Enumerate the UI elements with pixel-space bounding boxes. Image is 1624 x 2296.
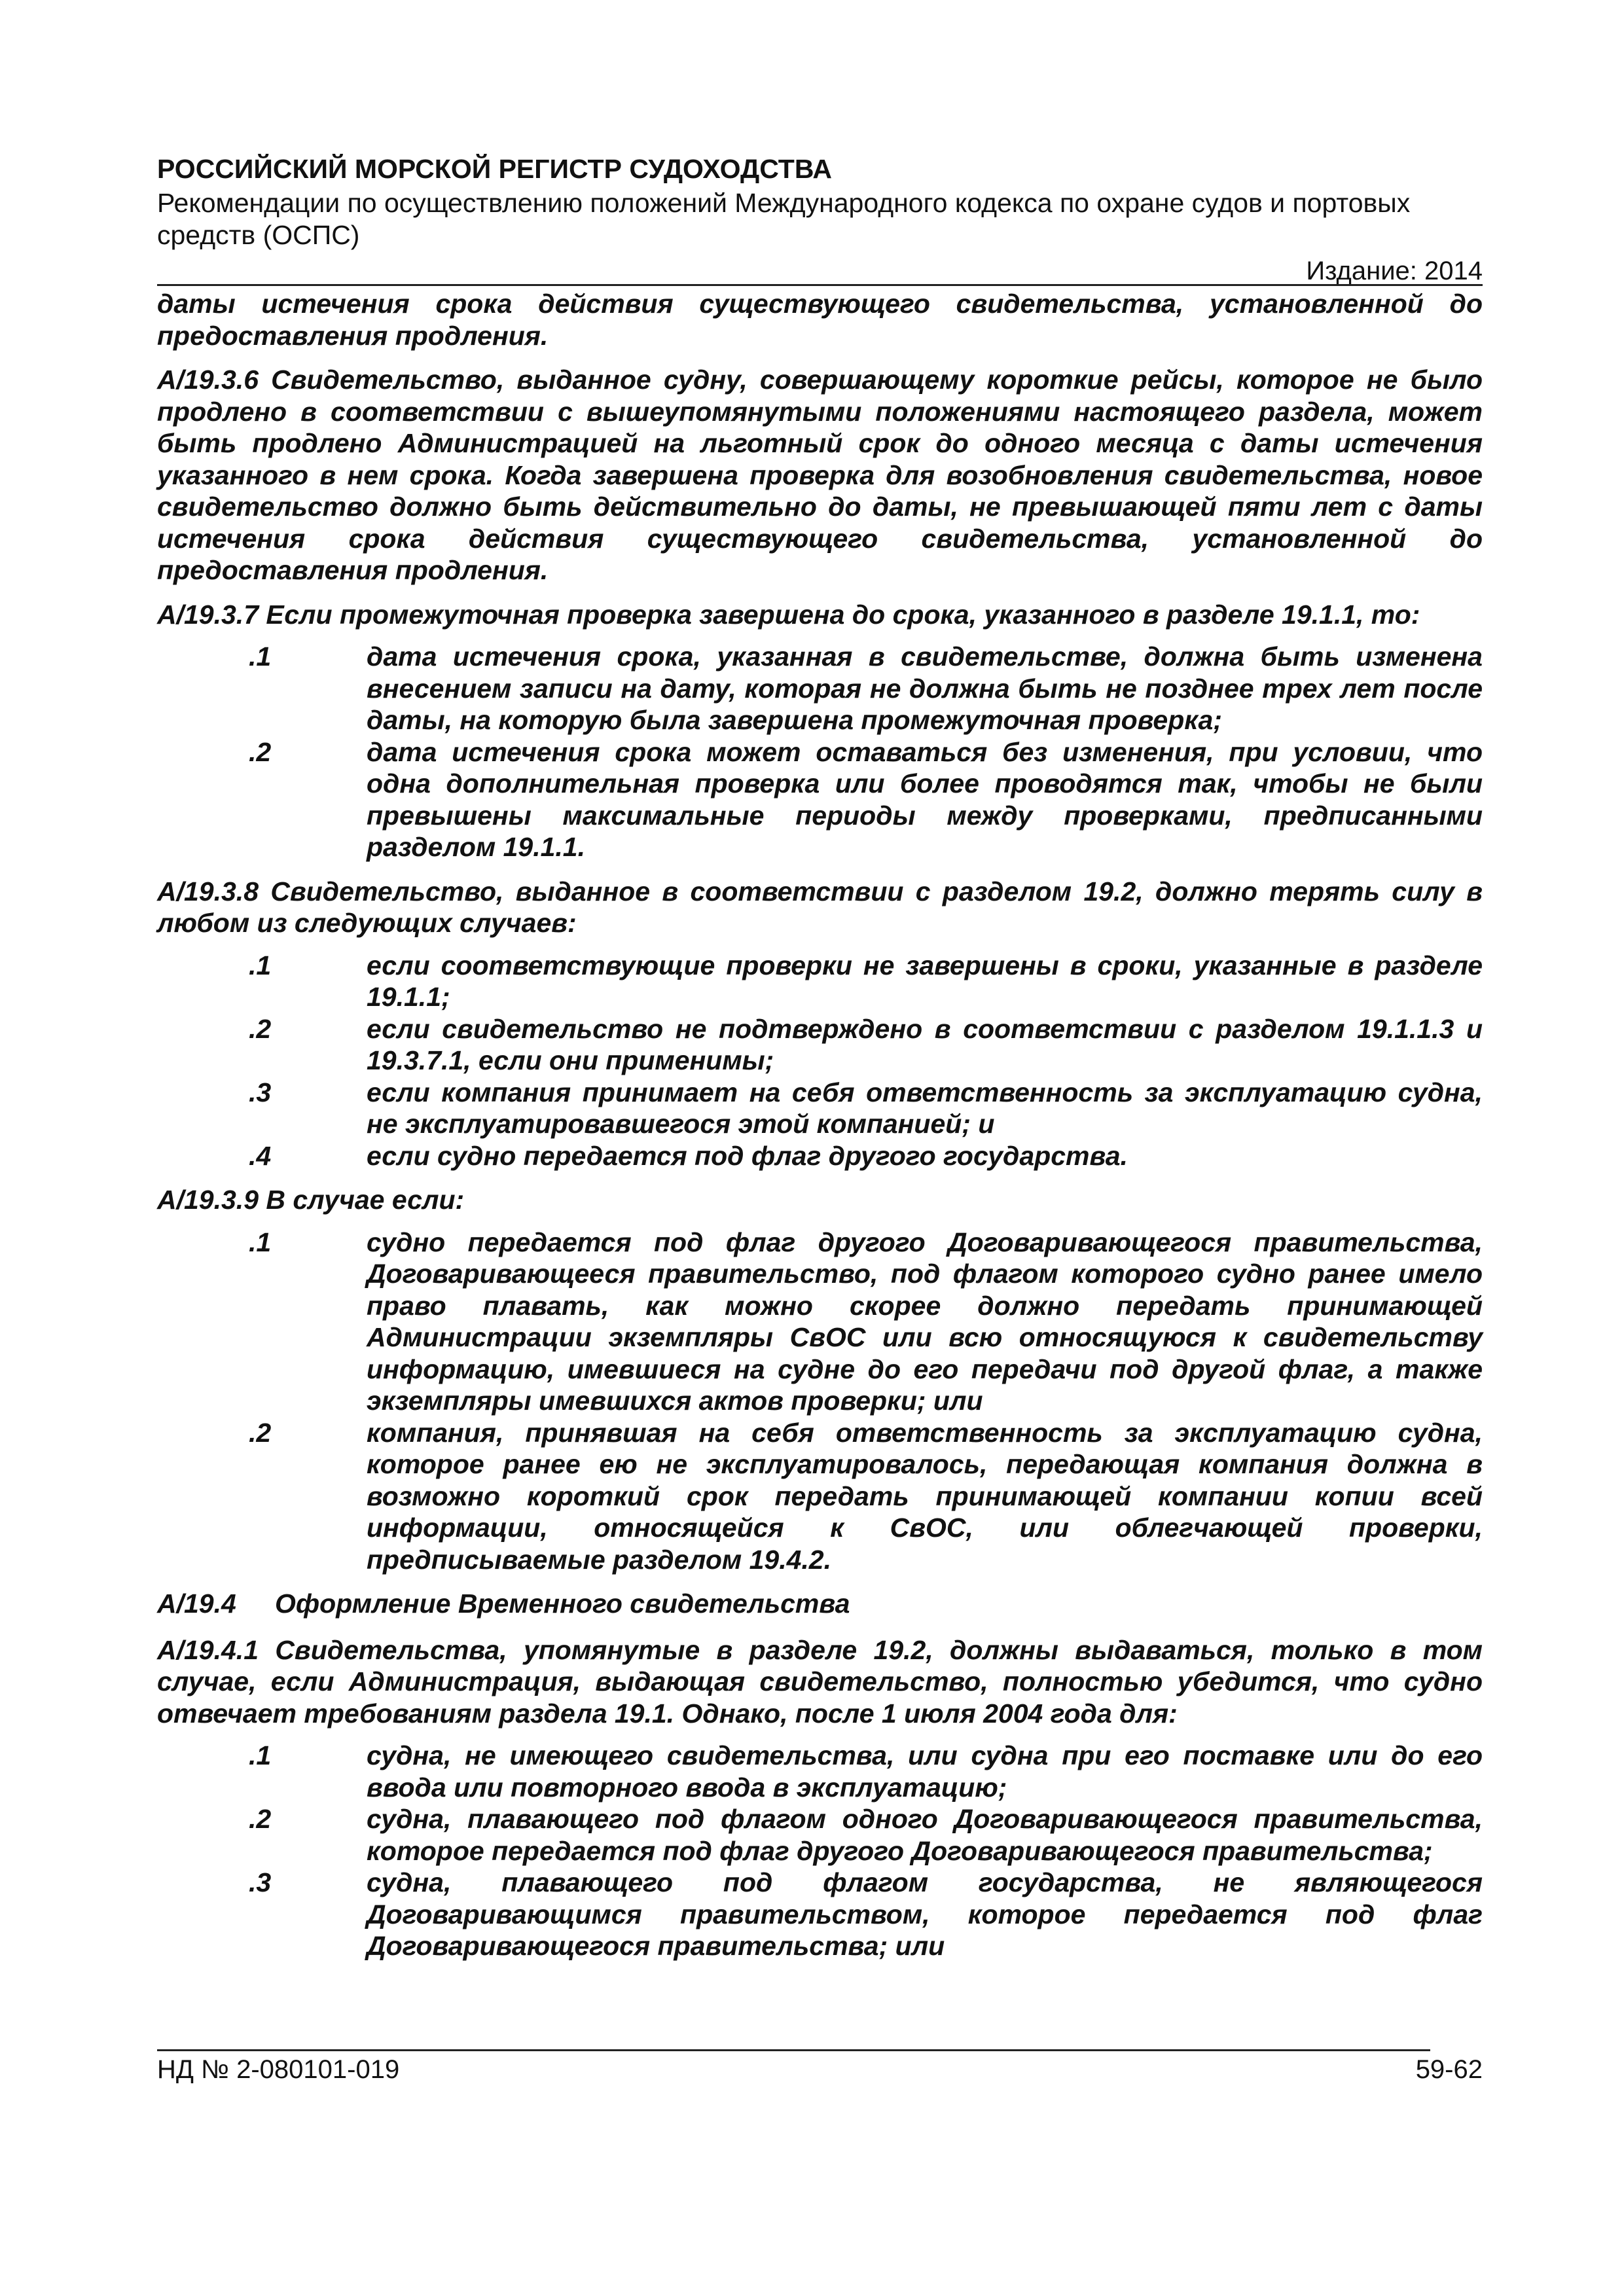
- list-item-number: .1: [249, 1227, 272, 1257]
- list-a-19-3-9: [157, 1227, 1483, 1576]
- list-item-number: .2: [249, 736, 272, 767]
- list-item-number: .3: [249, 1077, 272, 1107]
- list-item: [157, 1013, 1483, 1077]
- list-item: [157, 950, 1483, 1013]
- list-item: [157, 736, 1483, 863]
- edition-label: Издание: 2014: [1306, 257, 1483, 285]
- list-item-number: .1: [249, 950, 272, 980]
- paragraph-a-19-3-8: A/19.3.8 Свидетельство, выданное в соответствии с разделом 19.2, должно терять силу в любом из следующих случаев:: [157, 876, 1483, 938]
- list-item-text: если свидетельство не подтверждено в соответствии с разделом 19.1.1.3 и 19.3.7.1, если они применимы;: [367, 1013, 1483, 1075]
- list-item-number: .2: [249, 1804, 272, 1834]
- paragraph-a-19-3-9: A/19.3.9 В случае если:: [157, 1185, 465, 1215]
- list-item-text: если судно передается под флаг другого государства.: [367, 1140, 1128, 1171]
- organization-name: РОССИЙСКИЙ МОРСКОЙ РЕГИСТР СУДОХОДСТВА: [157, 154, 833, 184]
- list-item: [157, 1417, 1483, 1576]
- header-divider: [157, 284, 1483, 286]
- list-item-text: дата истечения срока, указанная в свидетельстве, должна быть изменена внесением записи на дату, которая не должна быть не позднее трех лет после даты, на которую была завершена промежуточная проверка;: [367, 641, 1483, 735]
- list-item: [157, 1227, 1483, 1417]
- section-code: A/19.4: [157, 1588, 236, 1619]
- section-title: Оформление Временного свидетельства: [275, 1588, 850, 1619]
- list-item-text: судна, не имеющего свидетельства, или судна при его поставке или до его ввода или повторного ввода в эксплуатацию;: [367, 1740, 1483, 1803]
- paragraph-a-19-3-7: A/19.3.7 Если промежуточная проверка завершена до срока, указанного в разделе 19.1.1, то:: [157, 599, 1420, 630]
- list-item: [157, 1803, 1483, 1867]
- page-number: 59-62: [1415, 2055, 1483, 2084]
- page-footer: [157, 2054, 1483, 2085]
- list-item-number: .4: [249, 1140, 272, 1171]
- list-item-text: судна, плавающего под флагом одного Договаривающегося правительства, которое передается под флаг другого Договаривающегося правительства;: [367, 1804, 1483, 1866]
- list-item-number: .3: [249, 1867, 272, 1897]
- list-item-number: .2: [249, 1013, 272, 1044]
- list-item-text: если соответствующие проверки не завершены в сроки, указанные в разделе 19.1.1;: [367, 950, 1483, 1012]
- list-item-text: компания, принявшая на себя ответственность за эксплуатацию судна, которое ранее ею не эксплуатировалось, передающая компания должна в возможно короткий срок передать принимающей компании копии всей информации, относящейся к СвОС, или облегчающей проверки, предписываемые разделом 19.4.2.: [367, 1417, 1483, 1575]
- list-a-19-3-8: [157, 950, 1483, 1172]
- section-heading-a-19-4: [157, 1588, 1483, 1620]
- list-item: [157, 1077, 1483, 1140]
- list-item-text: дата истечения срока может оставаться без изменения, при условии, что одна дополнительная проверка или более проводятся так, чтобы не были превышены максимальные периоды между проверками, предписанными разделом 19.1.1.: [367, 736, 1483, 862]
- page-header: [157, 152, 1483, 287]
- list-item-text: судно передается под флаг другого Договаривающегося правительства, Договаривающееся правительство, под флагом которого судно ранее имело право плавать, как можно скорее должно передать принимающей Администрации экземпляры СвОС или всю относящуюся к свидетельству информацию, имевшиеся на судне до его передачи под другой флаг, а также экземпляры имевшихся актов проверки; или: [367, 1227, 1483, 1416]
- list-item-number: .1: [249, 641, 272, 672]
- list-item-text: если компания принимает на себя ответственность за эксплуатацию судна, не эксплуатировавшегося этой компанией; и: [367, 1077, 1483, 1139]
- list-item-number: .1: [249, 1740, 272, 1770]
- list-item: [157, 641, 1483, 736]
- paragraph-continuation: даты истечения срока действия существующего свидетельства, установленной до предоставления продления.: [157, 289, 1483, 351]
- list-item-number: .2: [249, 1417, 272, 1448]
- list-a-19-4-1: [157, 1740, 1483, 1962]
- paragraph-a-19-3-6: A/19.3.6 Свидетельство, выданное судну, совершающему короткие рейсы, которое не было продлено в соответствии с вышеупомянутыми положениями настоящего раздела, может быть продлено Администрацией на льготный срок до одного месяца с даты истечения указанного в нем срока. Когда завершена проверка для возобновления свидетельства, новое свидетельство должно быть действительно до даты, не превышающей пяти лет с даты истечения срока действия существующего свидетельства, установленной до предоставления продления.: [157, 365, 1483, 585]
- list-a-19-3-7: [157, 641, 1483, 863]
- document-body: [157, 288, 1483, 1975]
- document-number: НД № 2-080101-019: [157, 2055, 400, 2084]
- footer-divider: [157, 2049, 1430, 2051]
- document-subtitle: Рекомендации по осуществлению положений Международного кодекса по охране судов и портовых средств (ОСПС): [157, 188, 1411, 250]
- list-item: [157, 1867, 1483, 1962]
- list-item: [157, 1740, 1483, 1803]
- paragraph-a-19-4-1: A/19.4.1 Свидетельства, упомянутые в разделе 19.2, должны выдаваться, только в том случае, если Администрация, выдающая свидетельство, полностью убедится, что судно отвечает требованиям раздела 19.1. Однако, после 1 июля 2004 года для:: [157, 1634, 1483, 1729]
- list-item: [157, 1140, 1483, 1172]
- list-item-text: судна, плавающего под флагом государства, не являющегося Договаривающимся правительством, которое передается под флаг Договаривающегося правительства; или: [367, 1867, 1483, 1961]
